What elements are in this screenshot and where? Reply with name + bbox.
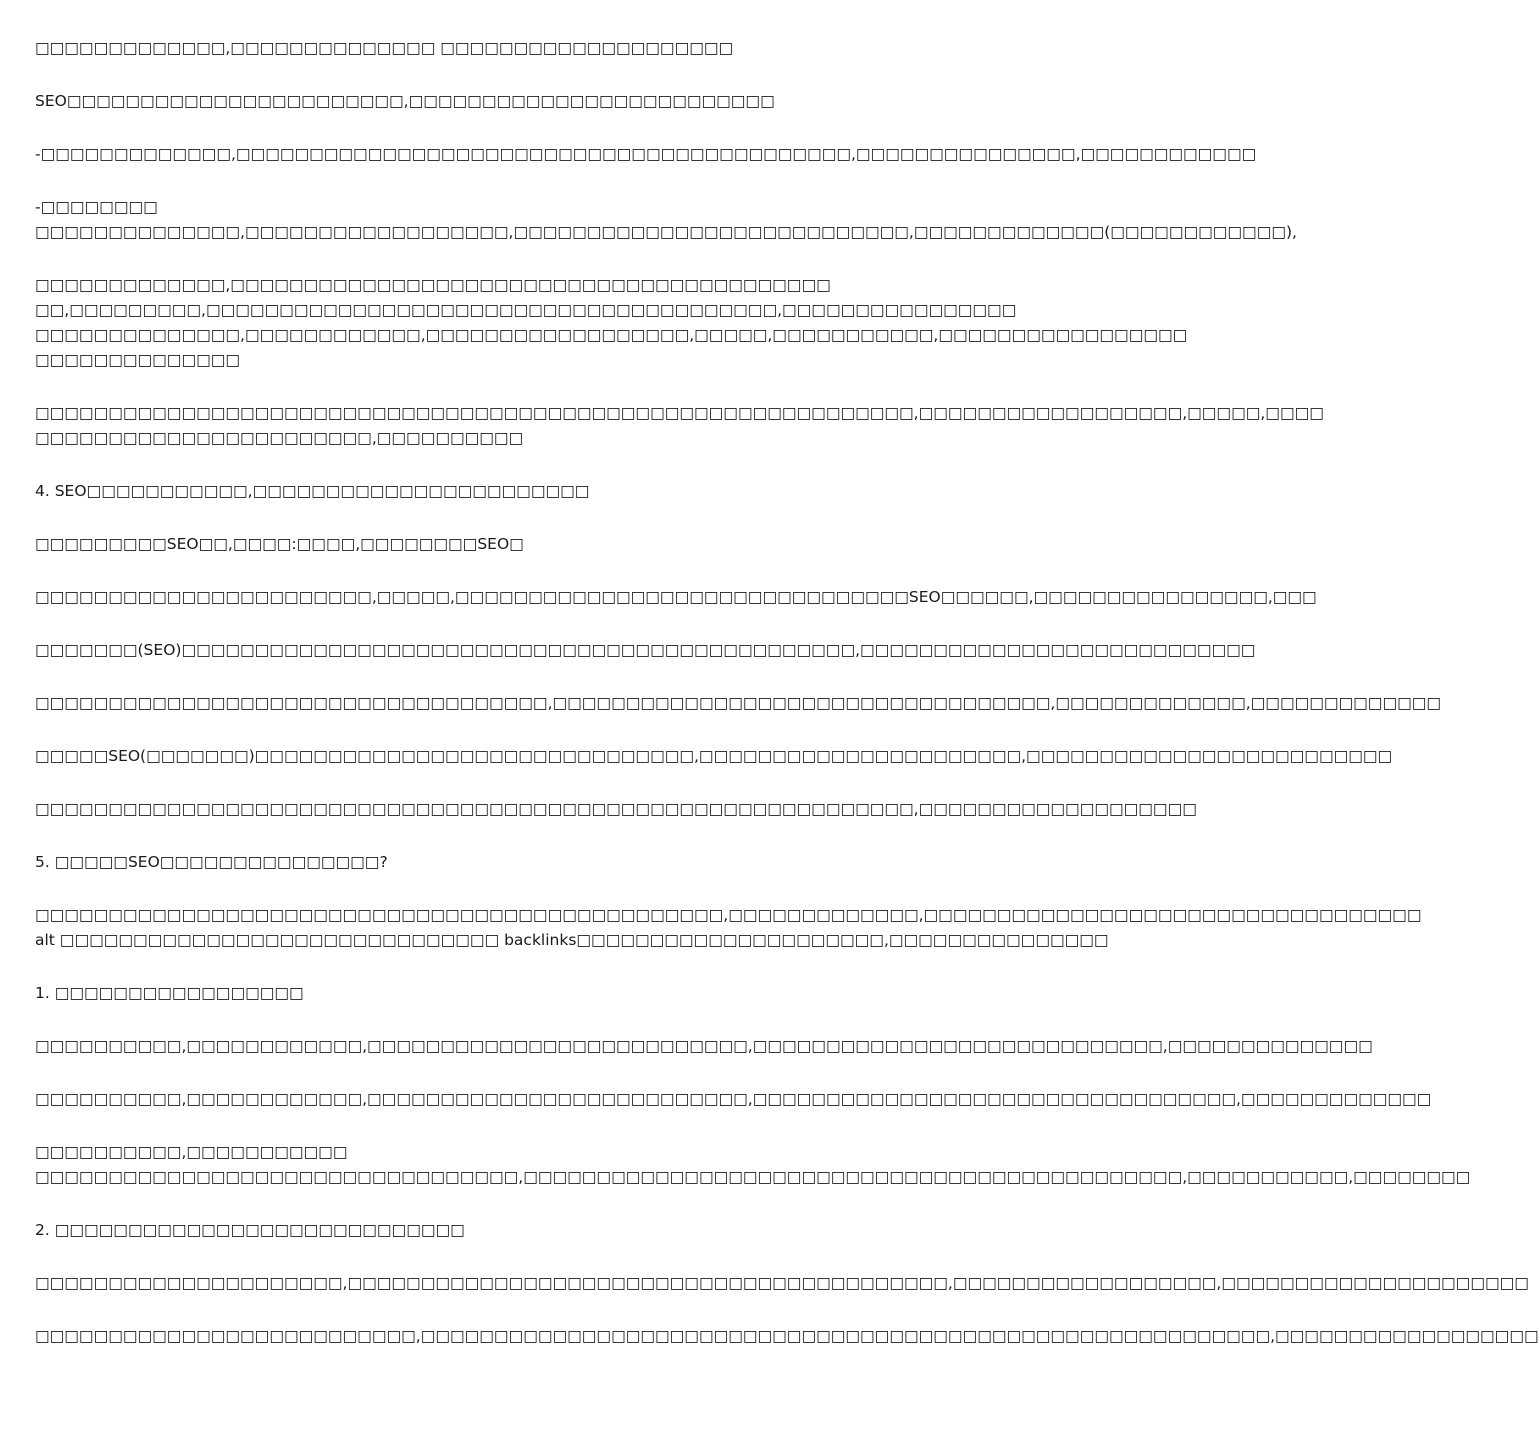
text-line: □□□□□□□□□□□□□□,□□□□□□□□□□□□□□□□□□,□□□□□□□□□□□□□□□□□□□□□□□□□□□,□□□□□□□□□□□□□(□□□□□□□□□□□□), [35, 223, 1297, 241]
text-line: □□□□□□□□□□□□□□□□□□□□□□□□□□□□□□□□□□□□□□□□□□□□□□□□□□□□□□□□□□□□,□□□□□□□□□□□□□□□□□□□ [35, 800, 1197, 818]
text-line: □□□□□□□□□□□□□□,□□□□□□□□□□□□,□□□□□□□□□□□□□□□□□□,□□□□□,□□□□□□□□□□□,□□□□□□□□□□□□□□□□□ [35, 326, 1188, 344]
paragraph [35, 195, 1297, 245]
text-line: alt □□□□□□□□□□□□□□□□□□□□□□□□□□□□□□ backlinks□□□□□□□□□□□□□□□□□□□□□,□□□□□□□□□□□□□□□ [35, 931, 1109, 949]
text-line: □□□□□□□□□SEO□□,□□□□:□□□□,□□□□□□□□SEO□ [35, 535, 524, 553]
paragraph [35, 401, 1324, 451]
paragraph [35, 1140, 1471, 1190]
text-line: □□□□□SEO(□□□□□□□)□□□□□□□□□□□□□□□□□□□□□□□□□□□□□□,□□□□□□□□□□□□□□□□□□□□□□,□□□□□□□□□□□□□□□□□□□□□□□□□ [35, 747, 1393, 765]
text-line: SEO□□□□□□□□□□□□□□□□□□□□□□□,□□□□□□□□□□□□□□□□□□□□□□□□□ [35, 92, 775, 110]
text-line: -□□□□□□□□□□□□□,□□□□□□□□□□□□□□□□□□□□□□□□□□□□□□□□□□□□□□□□□□,□□□□□□□□□□□□□□□,□□□□□□□□□□□□ [35, 145, 1257, 163]
text-line: 5. □□□□□SEO□□□□□□□□□□□□□□□? [35, 853, 388, 871]
text-line: 1. □□□□□□□□□□□□□□□□□ [35, 984, 304, 1002]
paragraph [35, 1324, 1539, 1349]
text-line: □□□□□□□□□□□□□□□□□□□□□,□□□□□□□□□□□□□□□□□□□□□□□□□□□□□□□□□□□□□□□□□,□□□□□□□□□□□□□□□□□□,□□□□□□□□□□□□□□□□□□□□□ [35, 1274, 1529, 1292]
text-line: □□□□□□□□□□,□□□□□□□□□□□□,□□□□□□□□□□□□□□□□□□□□□□□□□□,□□□□□□□□□□□□□□□□□□□□□□□□□□□□,□□□□□□□□□□□□□□ [35, 1037, 1373, 1055]
text-line: □□□□□□□(SEO)□□□□□□□□□□□□□□□□□□□□□□□□□□□□□□□□□□□□□□□□□□□□□□,□□□□□□□□□□□□□□□□□□□□□□□□□□□ [35, 641, 1256, 659]
paragraph [35, 850, 990, 875]
text-line: □□□□□□□□□□□□□□□□□□□□□□□□□□,□□□□□□□□□□□□□□□□□□□□□□□□□□□□□□□□□□□□□□□□□□□□□□□□□□□□□□□□□□,□□□□□□□□□□□□□□□□□□ [35, 1327, 1539, 1345]
text-line: □□,□□□□□□□□□,□□□□□□□□□□□□□□□□□□□□□□□□□□□□□□□□□□□□□□□,□□□□□□□□□□□□□□□□ [35, 301, 1017, 319]
text-line: □□□□□□□□□□□□□,□□□□□□□□□□□□□□ □□□□□□□□□□□□□□□□□□□□ [35, 39, 734, 57]
text-line: □□□□□□□□□□□□□□□□□□□□□□□□□□□□□□□□□□□,□□□□□□□□□□□□□□□□□□□□□□□□□□□□□□□□□□,□□□□□□□□□□□□□,□□□□□□□□□□□□□ [35, 694, 1442, 712]
paragraph [35, 142, 1257, 167]
paragraph [35, 273, 1188, 373]
paragraph [35, 479, 990, 504]
paragraph [35, 1034, 1373, 1059]
text-line: □□□□□□□□□□□□□□□□□□□□□□□,□□□□□,□□□□□□□□□□□□□□□□□□□□□□□□□□□□□□□SEO□□□□□□,□□□□□□□□□□□□□□□□,□□□ [35, 588, 1317, 606]
paragraph [35, 1087, 1432, 1112]
paragraph [35, 532, 990, 557]
text-line: 2. □□□□□□□□□□□□□□□□□□□□□□□□□□□□ [35, 1221, 465, 1239]
paragraph [35, 89, 990, 114]
text-line: □□□□□□□□□□□□□□□□□□□□□□□□□□□□□□□□□,□□□□□□□□□□□□□□□□□□□□□□□□□□□□□□□□□□□□□□□□□□□□□,□□□□□□□□□□□,□□□□□□□□ [35, 1168, 1471, 1186]
text-line: □□□□□□□□□□□□□□□□□□□□□□□□□□□□□□□□□□□□□□□□□□□□□□□,□□□□□□□□□□□□□,□□□□□□□□□□□□□□□□□□□□□□□□□□□□□□□□□□ [35, 906, 1422, 924]
text-line: □□□□□□□□□□□□□□□□□□□□□□□□□□□□□□□□□□□□□□□□□□□□□□□□□□□□□□□□□□□□,□□□□□□□□□□□□□□□□□□,□□□□□,□□□□ [35, 404, 1324, 422]
text-line: □□□□□□□□□□□□□□□□□□□□□□□,□□□□□□□□□□ [35, 429, 524, 447]
paragraph [35, 744, 1393, 769]
text-line: □□□□□□□□□□,□□□□□□□□□□□□,□□□□□□□□□□□□□□□□□□□□□□□□□□,□□□□□□□□□□□□□□□□□□□□□□□□□□□□□□□□□,□□□□□□□□□□□□□ [35, 1090, 1432, 1108]
paragraph [35, 36, 990, 61]
text-line: □□□□□□□□□□□□□□ [35, 351, 241, 369]
text-line: -□□□□□□□□ [35, 198, 158, 216]
paragraph [35, 797, 1197, 822]
text-line: □□□□□□□□□□,□□□□□□□□□□□ [35, 1143, 348, 1161]
paragraph [35, 1218, 990, 1243]
paragraph [35, 638, 1256, 663]
paragraph [35, 1271, 1529, 1296]
paragraph [35, 981, 990, 1006]
text-line: □□□□□□□□□□□□□,□□□□□□□□□□□□□□□□□□□□□□□□□□□□□□□□□□□□□□□□□ [35, 276, 831, 294]
text-line: 4. SEO□□□□□□□□□□□,□□□□□□□□□□□□□□□□□□□□□□□ [35, 482, 590, 500]
paragraph [35, 691, 1442, 716]
paragraph [35, 585, 1317, 610]
paragraph [35, 903, 1422, 953]
document-body [35, 36, 1539, 1377]
